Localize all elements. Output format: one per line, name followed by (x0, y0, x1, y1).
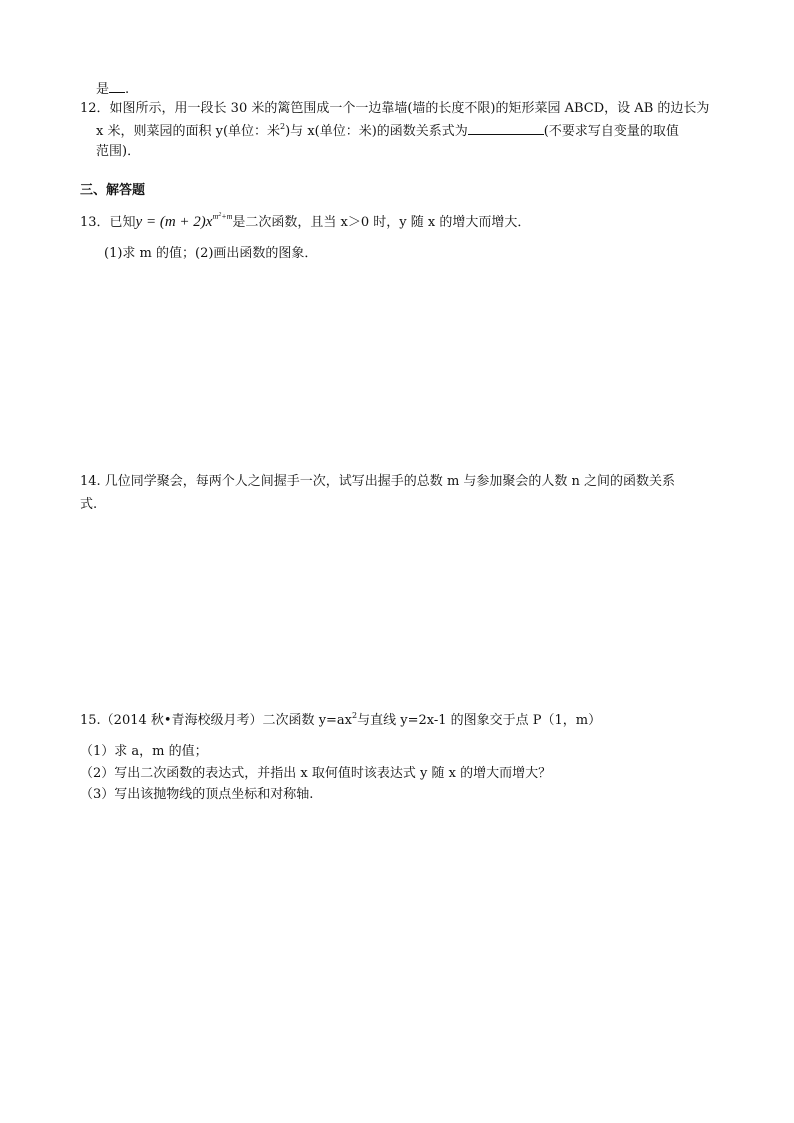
q13-suffix: 是二次函数，且当 x＞0 时，y 随 x 的增大而增大． (232, 215, 531, 230)
q14-line2: 式. (80, 497, 98, 512)
q15-intro-sup: 2 (352, 711, 358, 720)
q12-line2b: )与 x(单位：米)的函数关系式为 (285, 124, 468, 139)
q12-line3: 范围)． (96, 144, 141, 159)
q14-line1: 14. 几位同学聚会，每两个人之间握手一次，试写出握手的总数 m 与参加聚会的人数 n 之间的函数关系 (80, 474, 676, 489)
q11-tail (96, 80, 129, 98)
q11-answer-blank (109, 80, 125, 93)
q12-line2c: (不要求写自变量的取值 (543, 124, 679, 139)
q15-intro (80, 713, 601, 730)
q12-line2 (96, 122, 679, 141)
section-title: 三、解答题 (80, 183, 146, 198)
q15-sub2: （2）写出二次函数的表达式，并指出 x 取何值时该表达式 y 随 x 的增大而增大？ (80, 766, 552, 781)
q12-line1: 12．如图所示，用一段长 30 米的篱笆围成一个一边靠墙(墙的长度不限)的矩形菜园 ABCD，设 AB 的边长为 (80, 101, 710, 116)
q13-line1 (80, 214, 530, 233)
q11-tail-end: . (125, 82, 130, 97)
q13-formula-exponent (212, 212, 232, 221)
q12-line2a: x 米，则菜园的面积 y(单位：米 (96, 124, 281, 139)
q13-exp-m: m (212, 212, 219, 221)
q15-sub1: （1）求 a，m 的值； (80, 744, 208, 759)
q15-sub3: （3）写出该抛物线的顶点坐标和对称轴. (80, 787, 314, 802)
q12-answer-blank (468, 122, 544, 135)
q13-formula-main: y = (m + 2)x (135, 214, 213, 230)
q13-prefix: 13．已知 (80, 215, 136, 230)
q15-intro-b: 与直线 y=2x-1 的图象交于点 P（1，m） (357, 713, 602, 728)
q13-formula (136, 214, 233, 230)
q15-intro-a: 15.（2014 秋•青海校级月考）二次函数 y=ax (80, 713, 353, 728)
q12-line2-sup: 2 (280, 122, 286, 131)
q13-exp-tail: +m (221, 212, 233, 221)
q11-tail-text: 是 (96, 82, 110, 97)
q13-subquestions: (1)求 m 的值；(2)画出函数的图象． (104, 246, 318, 261)
q13-exp-square: 2 (218, 212, 222, 218)
